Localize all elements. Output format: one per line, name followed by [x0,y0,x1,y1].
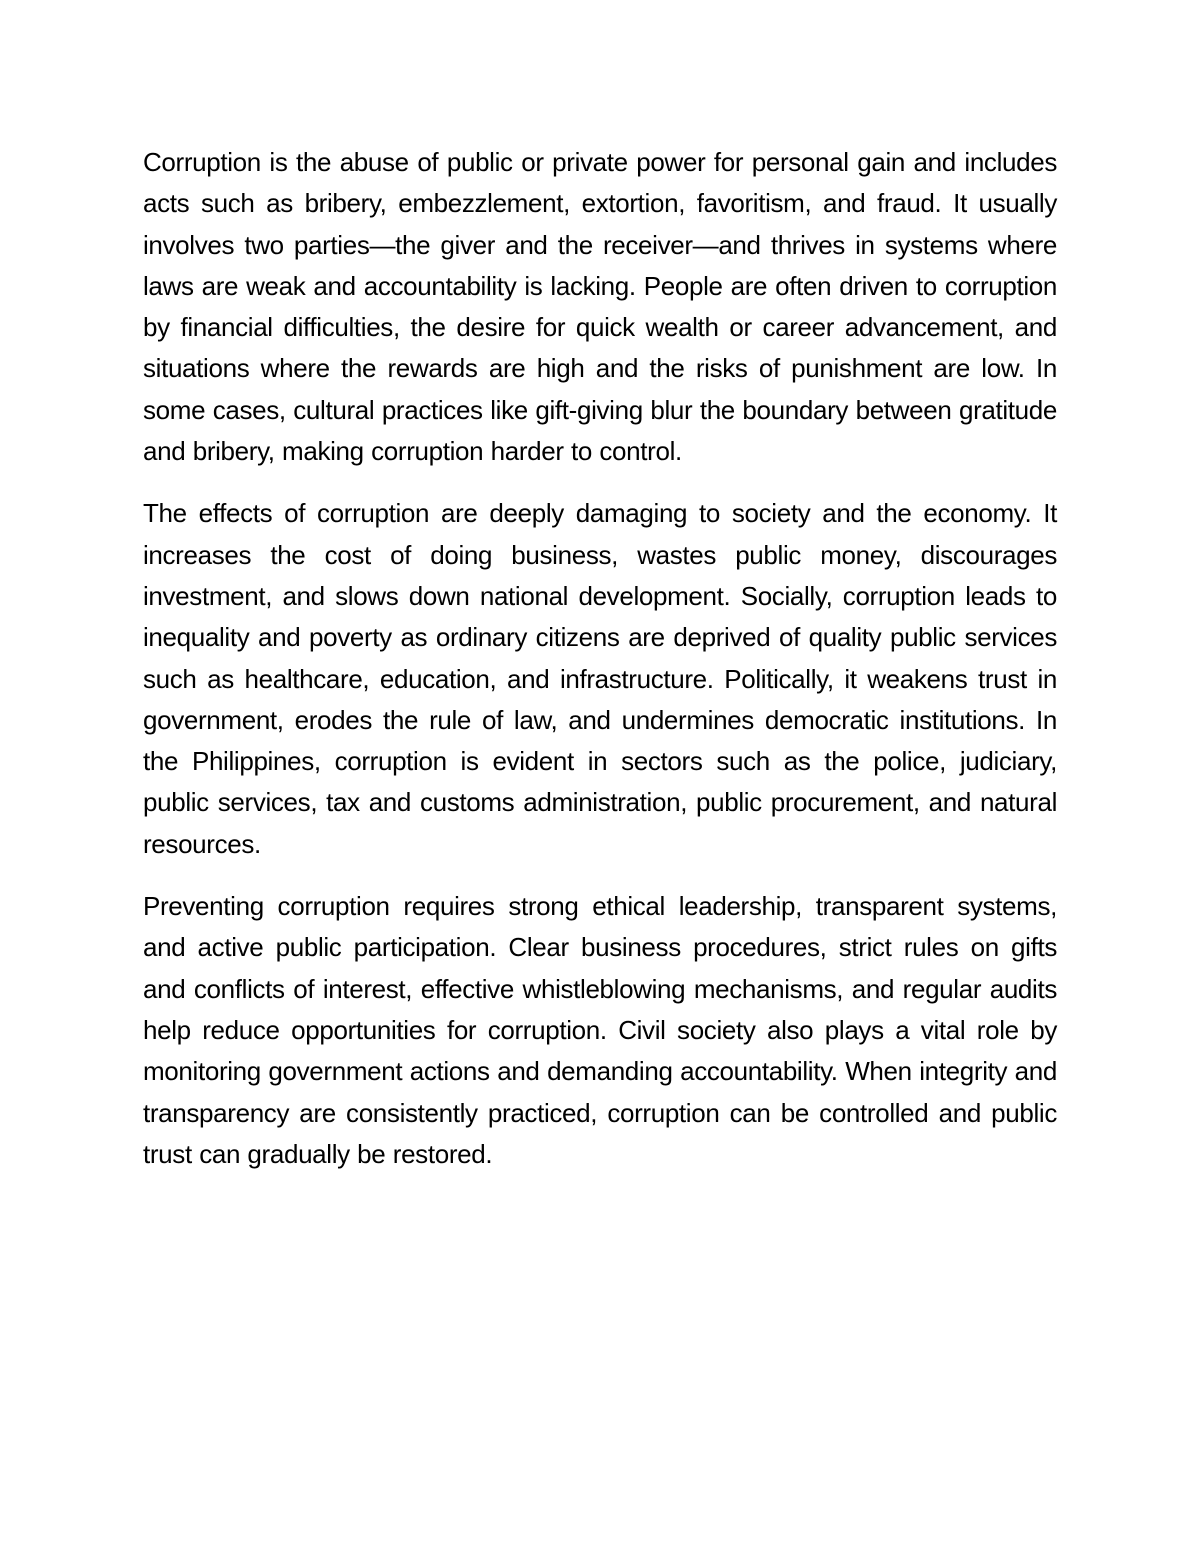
paragraph-effects: The effects of corruption are deeply damaging to society and the economy. It increases the cost of doing business, wastes public money, discourages investment, and slows down national development. Socially, corruption leads to inequality and poverty as ordinary citizens are deprived of quality public services such as healthcare, education, and infrastructure. Politically, it weakens trust in government, erodes the rule of law, and undermines democratic institutions. In the Philippines, corruption is evident in sectors such as the police, judiciary, public services, tax and customs administration, public procurement, and natural resources. [143,498,1057,859]
paragraph-prevention: Preventing corruption requires strong ethical leadership, transparent systems, and active public participation. Clear business procedures, strict rules on gifts and conflicts of interest, effective whistleblowing mechanisms, and regular audits help reduce opportunities for corruption. Civil society also plays a vital role by monitoring government actions and demanding accountability. When integrity and transparency are consistently practiced, corruption can be controlled and public trust can gradually be restored. [143,891,1057,1169]
paragraph-causes: Corruption is the abuse of public or private power for personal gain and includes acts such as bribery, embezzlement, extortion, favoritism, and fraud. It usually involves two parties—the giver and the receiver—and thrives in systems where laws are weak and accountability is lacking. People are often driven to corruption by financial difficulties, the desire for quick wealth or career advancement, and situations where the rewards are high and the risks of punishment are low. In some cases, cultural practices like gift-giving blur the boundary between gratitude and bribery, making corruption harder to control. [143,147,1057,467]
document-body [143,142,1057,1196]
